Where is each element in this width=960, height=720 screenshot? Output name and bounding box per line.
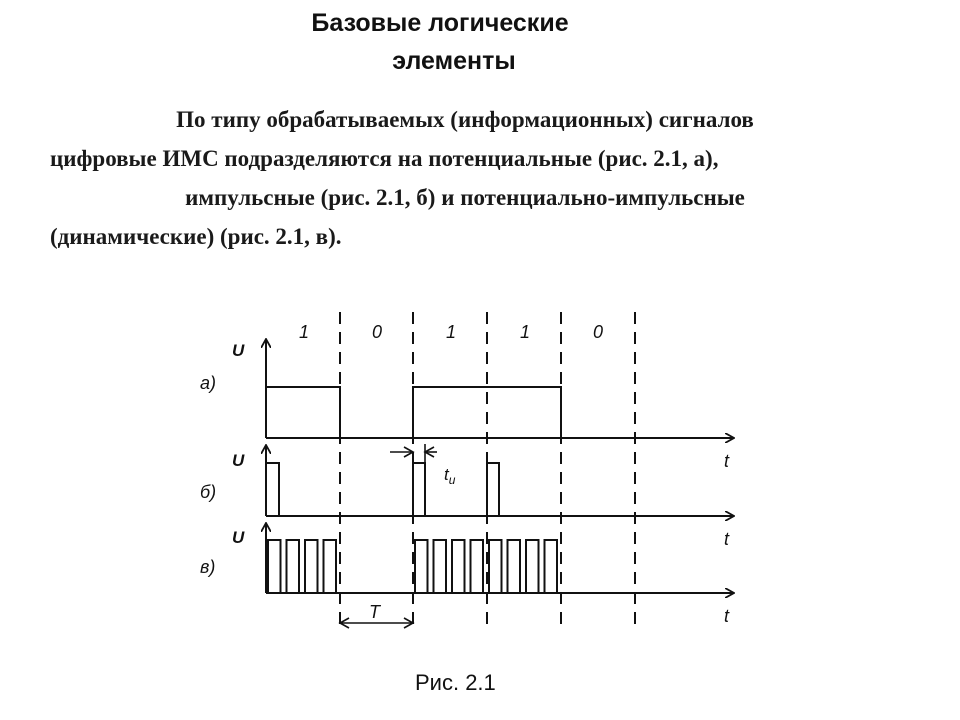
x-axis-label-c: t [724,606,730,626]
row-label-a: а) [200,373,217,393]
impulse-waveform [266,463,499,516]
row-label-b: б) [200,482,217,502]
y-axis-label-c: U [232,528,245,547]
row-a-potential [200,340,733,471]
row-c-dynamic [200,524,733,628]
paragraph-line-1: По типу обрабатываемых (информационных) сигналов [176,107,754,132]
y-axis-label-a: U [232,341,245,360]
bit-label: 1 [519,322,531,342]
potential-waveform [266,387,561,438]
page-title-line-1: Базовые логические [311,9,569,37]
paragraph-line-4: (динамические) (рис. 2.1, в). [50,224,342,249]
row-label-c: в) [200,557,216,577]
paragraph-line-3: импульсные (рис. 2.1, б) и потенциально-импульсные [185,185,745,210]
paragraph-line-2: цифровые ИМС подразделяются на потенциальные (рис. 2.1, а), [50,146,719,171]
figure-caption: Рис. 2.1 [415,670,496,695]
dynamic-waveform [266,540,733,593]
pulse-width-label: $t_и$ [444,465,456,487]
y-axis-label-b: U [232,451,245,470]
bit-label: 0 [371,322,383,342]
bit-label: 0 [592,322,604,342]
period-label: T [369,602,380,622]
bit-label: 1 [298,322,310,342]
row-b-impulse [200,444,733,549]
x-axis-label-b: t [724,529,730,549]
page-title-line-2: элементы [392,47,516,75]
x-axis-label-a: t [724,451,730,471]
bit-label: 1 [445,322,457,342]
